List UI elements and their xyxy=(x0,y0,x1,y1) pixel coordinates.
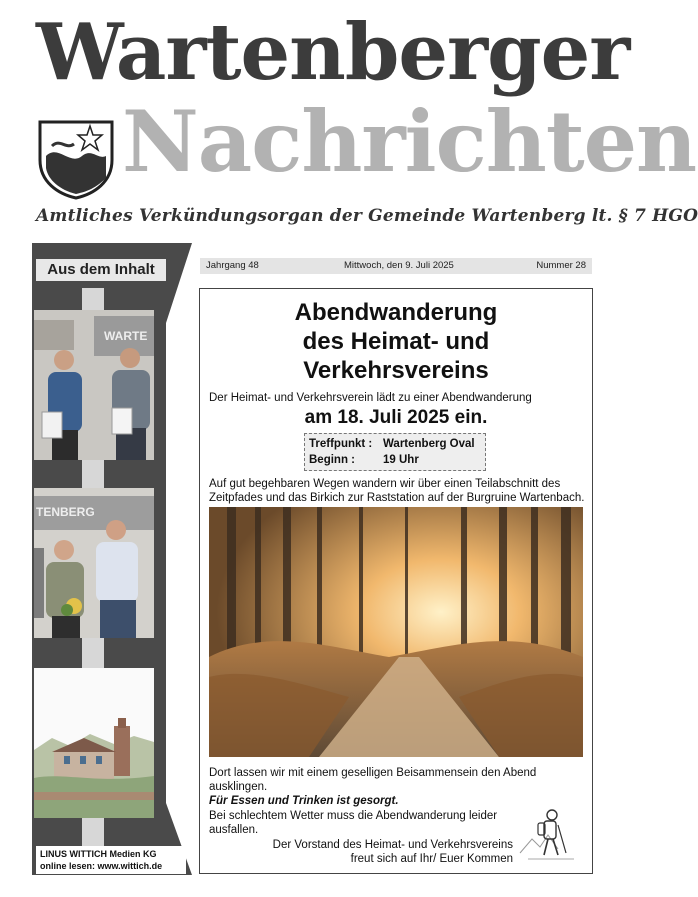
sidebar-photo-castle xyxy=(34,668,154,818)
sidebar-photo-award-1 xyxy=(34,310,154,460)
headline-line-3: Verkehrsvereins xyxy=(303,357,489,384)
publisher-online[interactable]: online lesen: www.wittich.de xyxy=(40,861,163,871)
sidebar-publisher xyxy=(36,846,186,874)
crest-icon xyxy=(36,116,116,200)
masthead-subtitle: Amtliches Verkündungsorgan der Gemeinde Wartenberg lt. § 7 HGO xyxy=(36,206,698,226)
masthead-title-line2: Nachrichten xyxy=(122,92,697,191)
sidebar-photo-award-2 xyxy=(34,488,154,638)
masthead-title-line1: Wartenberger xyxy=(36,7,630,98)
forest-path-photo xyxy=(209,507,583,757)
sidebar-heading: Aus dem Inhalt xyxy=(36,259,166,281)
issue-number: Nummer 28 xyxy=(536,260,586,271)
article-signature xyxy=(209,838,513,866)
article-closing: Dort lassen wir mit einem geselligen Beisammensein den Abend ausklingen. xyxy=(209,767,537,793)
article-food-note: Für Essen und Trinken ist gesorgt. xyxy=(209,795,399,807)
article-headline xyxy=(200,298,592,385)
article-route: Auf gut begehbaren Wegen wandern wir über einen Teilabschnitt des Zeitpfades und das Birkich zur Raststation auf der Burgruine Wartenbach. xyxy=(209,478,585,504)
issue-volume: Jahrgang 48 xyxy=(206,260,259,271)
issue-strip xyxy=(200,258,592,274)
headline-line-2: des Heimat- und xyxy=(302,328,490,355)
svg-text:TENBERG: TENBERG xyxy=(36,505,95,519)
article-intro: Der Heimat- und Verkehrsverein lädt zu einer Abendwanderung xyxy=(209,392,532,404)
article-date-line: am 18. Juli 2025 ein. xyxy=(304,407,488,428)
hiker-icon xyxy=(518,805,584,865)
meeting-info-box xyxy=(304,433,486,471)
issue-date: Mittwoch, den 9. Juli 2025 xyxy=(344,260,454,271)
signature-line-2: freut sich auf Ihr/ Euer Kommen xyxy=(350,853,513,865)
meeting-start-value: 19 Uhr xyxy=(383,454,419,466)
headline-line-1: Abendwanderung xyxy=(294,299,498,326)
publisher-name: LINUS WITTICH Medien KG xyxy=(40,849,157,859)
signature-line-1: Der Vorstand des Heimat- und Verkehrsvereins xyxy=(272,839,513,851)
meeting-start-label: Beginn : xyxy=(309,454,355,466)
article-weather-note: Bei schlechtem Wetter muss die Abendwanderung leider ausfallen. xyxy=(209,810,498,836)
svg-text:WARTE: WARTE xyxy=(104,329,148,343)
meeting-place-value: Wartenberg Oval xyxy=(383,438,475,450)
meeting-place-label: Treffpunkt : xyxy=(309,438,373,450)
